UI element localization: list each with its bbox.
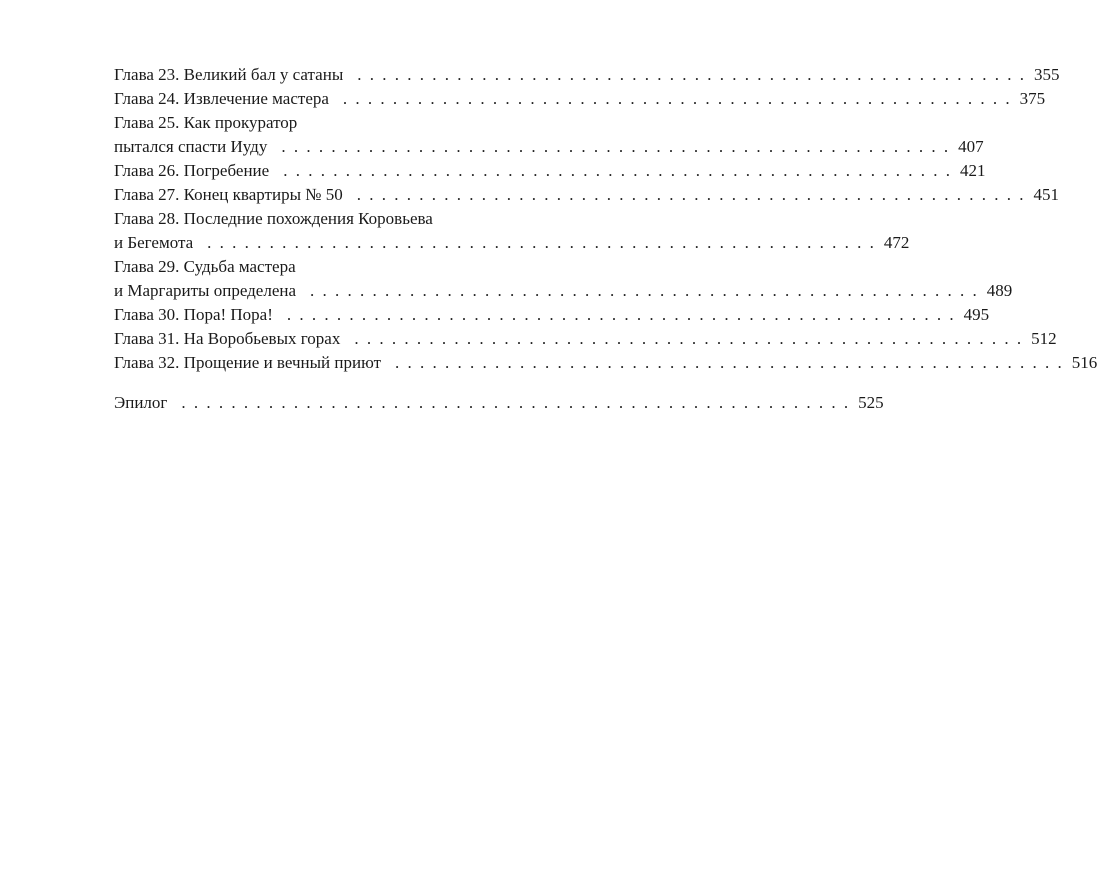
toc-page-number: 355 xyxy=(1033,65,1060,84)
toc-entry xyxy=(114,207,910,255)
toc-entry-title: и Бегемота xyxy=(114,233,194,252)
toc-entry-title: Глава 32. Прощение и вечный приют xyxy=(114,353,381,372)
dot-leader: . . . . . . . . . . . . . . . . . . . . . . . . . . . . . . . . . . . . . . . . . . . . . . . . . . . . . . xyxy=(281,137,951,156)
dot-leader: . . . . . . . . . . . . . . . . . . . . . . . . . . . . . . . . . . . . . . . . . . . . . . . . . . . . . . xyxy=(342,89,1012,108)
toc-page-number: 525 xyxy=(858,393,884,412)
toc-page-number: 512 xyxy=(1031,329,1057,348)
toc-entry xyxy=(114,183,1059,207)
dot-leader: . . . . . . . . . . . . . . . . . . . . . . . . . . . . . . . . . . . . . . . . . . . . . . . . . . . . . . xyxy=(207,233,876,252)
toc-entry-title: Глава 24. Извлечение мастера xyxy=(114,89,329,108)
toc-entry-last-line xyxy=(114,391,884,415)
toc-entry-last-line xyxy=(114,327,1057,351)
toc-page-number: 495 xyxy=(963,305,990,324)
toc-entry xyxy=(114,63,1060,87)
toc-entry-last-line xyxy=(114,63,1060,87)
toc-entry-title: Глава 28. Последние похождения Коровьева xyxy=(114,209,433,228)
toc-entry-title: Глава 23. Великий бал у сатаны xyxy=(114,65,344,84)
toc-page-number: 451 xyxy=(1033,185,1059,204)
section-spacer xyxy=(114,375,518,391)
dot-leader: . . . . . . . . . . . . . . . . . . . . . . . . . . . . . . . . . . . . . . . . . . . . . . . . . . . . . . xyxy=(310,281,979,300)
toc-entry-title: Глава 29. Судьба мастера xyxy=(114,257,296,276)
toc-entry xyxy=(114,111,984,159)
toc-entry xyxy=(114,255,1013,303)
toc-page-number: 516 xyxy=(1071,353,1097,372)
toc-entry-last-line xyxy=(114,279,1013,303)
toc-entry xyxy=(114,391,884,415)
dot-leader: . . . . . . . . . . . . . . . . . . . . . . . . . . . . . . . . . . . . . . . . . . . . . . . . . . . . . . xyxy=(395,353,1064,372)
toc-entry xyxy=(114,159,986,183)
toc-entry-last-line xyxy=(114,351,1097,375)
toc-entry-line xyxy=(114,207,518,231)
dot-leader: . . . . . . . . . . . . . . . . . . . . . . . . . . . . . . . . . . . . . . . . . . . . . . . . . . . . . . xyxy=(354,329,1024,348)
toc-entry-last-line xyxy=(114,87,1046,111)
toc-entry-title: пытался спасти Иуду xyxy=(114,137,268,156)
toc-page-number: 407 xyxy=(958,137,984,156)
dot-leader: . . . . . . . . . . . . . . . . . . . . . . . . . . . . . . . . . . . . . . . . . . . . . . . . . . . . . . xyxy=(356,185,1026,204)
dot-leader: . . . . . . . . . . . . . . . . . . . . . . . . . . . . . . . . . . . . . . . . . . . . . . . . . . . . . . xyxy=(286,305,956,324)
toc-entry-title: Глава 27. Конец квартиры № 50 xyxy=(114,185,343,204)
toc-entry xyxy=(114,327,1057,351)
toc-entry-last-line xyxy=(114,303,990,327)
toc-entry-title: Эпилог xyxy=(114,393,168,412)
toc-entry-line xyxy=(114,111,518,135)
toc-entry-title: Глава 30. Пора! Пора! xyxy=(114,305,273,324)
toc-page-number: 375 xyxy=(1019,89,1046,108)
toc-entry-last-line xyxy=(114,231,910,255)
dot-leader: . . . . . . . . . . . . . . . . . . . . . . . . . . . . . . . . . . . . . . . . . . . . . . . . . . . . . . xyxy=(357,65,1026,84)
dot-leader: . . . . . . . . . . . . . . . . . . . . . . . . . . . . . . . . . . . . . . . . . . . . . . . . . . . . . . xyxy=(181,393,851,412)
table-of-contents xyxy=(114,63,1097,415)
toc-entry-line xyxy=(114,255,518,279)
toc-entry-title: Глава 31. На Воробьевых горах xyxy=(114,329,341,348)
toc-entry-last-line xyxy=(114,135,984,159)
toc-entry-title: и Маргариты определена xyxy=(114,281,297,300)
toc-entry xyxy=(114,303,990,327)
toc-entry-title: Глава 25. Как прокуратор xyxy=(114,113,298,132)
toc-entry xyxy=(114,351,1097,375)
toc-page-number: 472 xyxy=(883,233,910,252)
toc-entry-title: Глава 26. Погребение xyxy=(114,161,270,180)
dot-leader: . . . . . . . . . . . . . . . . . . . . . . . . . . . . . . . . . . . . . . . . . . . . . . . . . . . . . . xyxy=(283,161,952,180)
toc-entry-last-line xyxy=(114,159,986,183)
toc-entry-last-line xyxy=(114,183,1059,207)
toc-page-number: 421 xyxy=(959,161,986,180)
toc-page-number: 489 xyxy=(986,281,1013,300)
toc-entry xyxy=(114,87,1046,111)
